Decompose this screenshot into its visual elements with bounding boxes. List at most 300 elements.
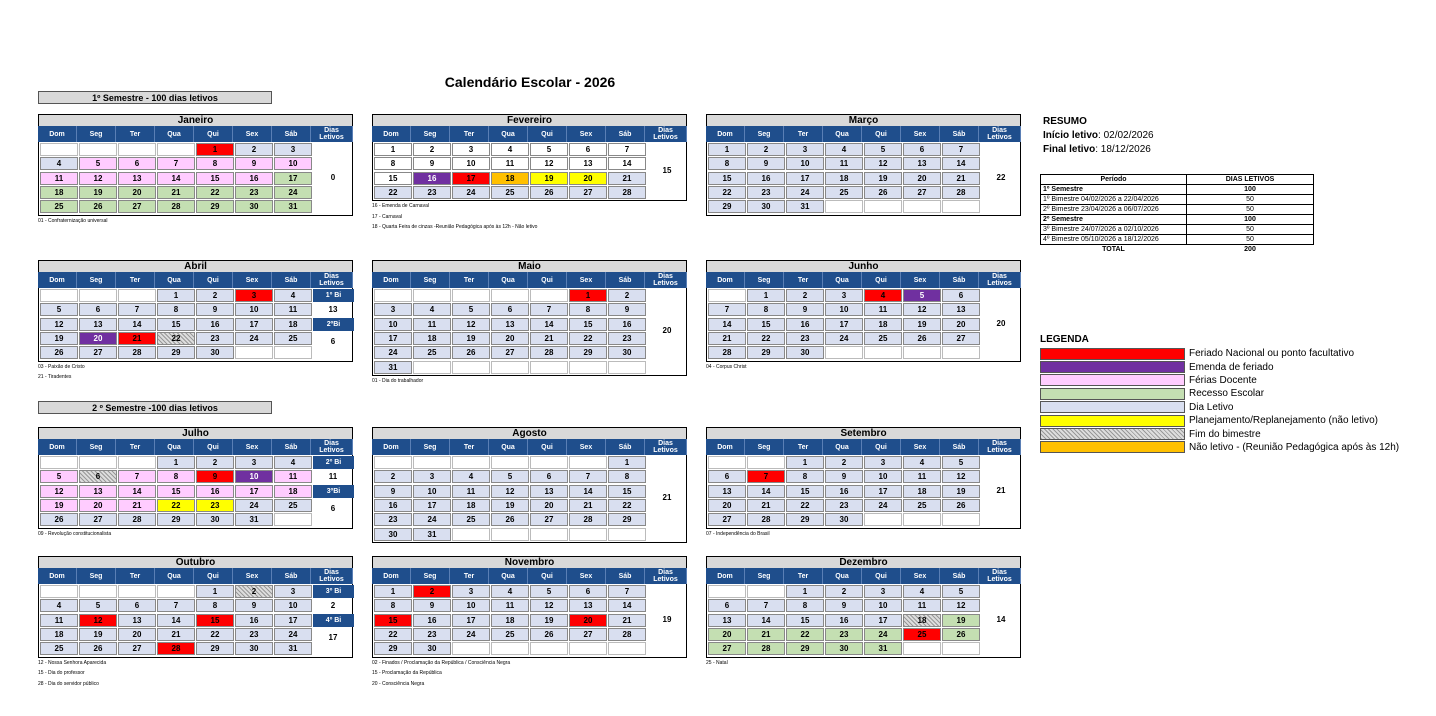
weekday-3: Qua: [155, 568, 194, 584]
day-cell: 5: [530, 143, 568, 156]
dias-letivos-header: Dias Letivos: [645, 568, 687, 584]
day-cell: 3: [452, 143, 490, 156]
weekday-5: Sex: [567, 272, 606, 288]
legend-swatch-naoletivo: [1040, 441, 1185, 453]
day-cell: 26: [903, 332, 941, 345]
day-cell: 15: [196, 172, 234, 185]
dias-letivos-value: 6: [330, 503, 336, 513]
day-cell: 24: [825, 332, 863, 345]
day-cell: 28: [157, 200, 195, 213]
day-cell: 11: [40, 172, 78, 185]
day-cell: 8: [569, 303, 607, 316]
day-cell: 27: [491, 346, 529, 359]
day-cell: 6: [79, 303, 117, 316]
day-cell: 13: [79, 485, 117, 498]
day-cell: 1: [157, 456, 195, 469]
semester-1-label: 1º Semestre - 100 dias letivos: [38, 91, 272, 104]
day-cell: 23: [825, 628, 863, 641]
weekday-0: Dom: [372, 272, 411, 288]
day-cell: 21: [530, 332, 568, 345]
day-cell: 29: [196, 642, 234, 655]
weekday-2: Ter: [450, 126, 489, 142]
day-cell: 15: [786, 485, 824, 498]
day-cell: 16: [413, 614, 451, 627]
day-cell: 14: [118, 318, 156, 331]
weekday-5: Sex: [901, 272, 940, 288]
day-cell: 13: [569, 157, 607, 170]
day-cell: 27: [569, 628, 607, 641]
resumo-periodo: 4º Bimestre 05/10/2026 a 18/12/2026: [1041, 235, 1187, 245]
empty-day: [608, 528, 646, 541]
day-cell: 30: [608, 346, 646, 359]
month-grid: [372, 288, 687, 376]
day-cell: 25: [903, 499, 941, 512]
weekday-4: Qui: [528, 126, 567, 142]
dias-letivos-value: 0: [330, 172, 336, 182]
day-cell: 25: [40, 642, 78, 655]
day-cell: 22: [747, 332, 785, 345]
resumo-periodo: 2º Bimestre 23/04/2026 a 06/07/2026: [1041, 205, 1187, 215]
empty-day: [530, 528, 568, 541]
weekday-6: Sáb: [940, 568, 979, 584]
month-name: Novembro: [372, 556, 687, 568]
day-cell: 7: [118, 470, 156, 483]
legend-label: Planejamento/Replanejamento (não letivo): [1189, 415, 1379, 427]
legend-swatch-recesso: [1040, 388, 1185, 400]
weekday-1: Seg: [745, 568, 784, 584]
day-cell: 15: [608, 485, 646, 498]
empty-day: [157, 143, 195, 156]
bimestre-badge: 3ºBi: [313, 485, 354, 498]
weekday-3: Qua: [823, 272, 862, 288]
day-cell: 11: [274, 470, 312, 483]
day-cell: 25: [274, 499, 312, 512]
weekday-1: Seg: [745, 272, 784, 288]
day-cell: 1: [786, 585, 824, 598]
weekday-4: Qui: [194, 568, 233, 584]
day-cell: 10: [413, 485, 451, 498]
day-cell: 26: [530, 186, 568, 199]
day-cell: 4: [903, 585, 941, 598]
day-cell: 19: [903, 318, 941, 331]
day-cell: 28: [942, 186, 980, 199]
day-cell: 20: [569, 172, 607, 185]
day-cell: 10: [274, 157, 312, 170]
weekday-3: Qua: [823, 568, 862, 584]
day-cell: 11: [903, 470, 941, 483]
day-cell: 19: [79, 628, 117, 641]
day-cell: 14: [157, 614, 195, 627]
day-cell: 6: [903, 143, 941, 156]
day-cell: 17: [452, 614, 490, 627]
day-cell: 3: [452, 585, 490, 598]
day-cell: 5: [903, 289, 941, 302]
day-cell: 12: [40, 485, 78, 498]
day-cell: 26: [942, 499, 980, 512]
holiday-note: 01 - Dia do trabalhador: [372, 377, 424, 384]
weekday-header: [706, 126, 1021, 142]
weekday-3: Qua: [489, 439, 528, 455]
day-cell: 7: [608, 585, 646, 598]
empty-day: [569, 642, 607, 655]
resumo-dias: 200: [1244, 246, 1256, 253]
day-cell: 11: [452, 485, 490, 498]
empty-day: [157, 585, 195, 598]
resumo-row: [1041, 205, 1314, 215]
day-cell: 8: [157, 303, 195, 316]
day-cell: 22: [196, 186, 234, 199]
holiday-note: 15 - Proclamação da República: [372, 670, 442, 676]
day-cell: 13: [530, 485, 568, 498]
weekday-3: Qua: [489, 272, 528, 288]
day-cell: 4: [903, 456, 941, 469]
day-cell: 5: [942, 456, 980, 469]
dias-letivos-header: Dias Letivos: [311, 126, 353, 142]
dias-letivos-value: 14: [996, 614, 1006, 624]
resumo-dias: 100: [1187, 215, 1314, 225]
day-cell: 22: [569, 332, 607, 345]
empty-day: [452, 642, 490, 655]
resumo: [1043, 116, 1154, 155]
final-label: Final letivo: [1043, 144, 1096, 155]
empty-day: [374, 289, 412, 302]
day-cell: 14: [157, 172, 195, 185]
empty-day: [530, 289, 568, 302]
day-cell: 22: [786, 628, 824, 641]
day-cell: 28: [157, 642, 195, 655]
day-cell: 21: [118, 332, 156, 345]
day-cell: 6: [942, 289, 980, 302]
col-periodo: Período: [1041, 175, 1187, 185]
day-cell: 16: [786, 318, 824, 331]
empty-day: [413, 289, 451, 302]
weekday-5: Sex: [567, 126, 606, 142]
empty-day: [452, 456, 490, 469]
day-cell: 13: [491, 318, 529, 331]
day-cell: 10: [452, 157, 490, 170]
day-cell: 29: [569, 346, 607, 359]
weekday-1: Seg: [77, 126, 116, 142]
day-cell: 15: [196, 614, 234, 627]
weekday-4: Qui: [194, 272, 233, 288]
day-cell: 11: [40, 614, 78, 627]
empty-day: [530, 642, 568, 655]
day-cell: 1: [747, 289, 785, 302]
day-cell: 13: [118, 614, 156, 627]
day-cell: 5: [942, 585, 980, 598]
semester-2-label: 2 º Semestre -100 dias letivos: [38, 401, 272, 414]
inicio-value: : 02/02/2026: [1098, 130, 1154, 141]
day-cell: 25: [40, 200, 78, 213]
month-abril: [38, 260, 353, 380]
weekday-0: Dom: [372, 126, 411, 142]
day-cell: 3: [235, 456, 273, 469]
bimestre-badge: 3º Bi: [313, 585, 354, 598]
day-cell: 3: [864, 585, 902, 598]
day-cell: 17: [864, 485, 902, 498]
weekday-1: Seg: [77, 272, 116, 288]
dias-letivos-value: 21: [662, 492, 672, 502]
day-cell: 11: [491, 599, 529, 612]
empty-day: [491, 642, 529, 655]
resumo-periodo: 3º Bimestre 24/07/2026 a 02/10/2026: [1041, 225, 1187, 235]
legend-swatch-plan: [1040, 415, 1185, 427]
day-cell: 22: [608, 499, 646, 512]
weekday-4: Qui: [194, 126, 233, 142]
month-grid: [706, 288, 1021, 362]
dias-letivos-header: Dias Letivos: [979, 439, 1021, 455]
empty-day: [864, 200, 902, 213]
dias-letivos-header: Dias Letivos: [311, 568, 353, 584]
day-cell: 19: [530, 614, 568, 627]
weekday-header: [38, 272, 353, 288]
bimestre-badge: 2ºBi: [313, 318, 354, 331]
weekday-6: Sáb: [272, 126, 311, 142]
day-cell: 17: [452, 172, 490, 185]
day-cell: 6: [118, 157, 156, 170]
weekday-4: Qui: [194, 439, 233, 455]
weekday-5: Sex: [233, 272, 272, 288]
day-cell: 14: [747, 485, 785, 498]
day-cell: 19: [40, 332, 78, 345]
weekday-5: Sex: [233, 568, 272, 584]
day-cell: 3: [274, 585, 312, 598]
legend-swatch-ferias: [1040, 374, 1185, 386]
day-cell: 15: [374, 614, 412, 627]
day-cell: 2: [825, 585, 863, 598]
day-cell: 12: [942, 470, 980, 483]
day-cell: 22: [708, 186, 746, 199]
day-cell: 22: [786, 499, 824, 512]
holiday-note: 21 - Tiradentes: [38, 374, 72, 380]
resumo-dias: 50: [1187, 235, 1314, 245]
day-cell: 12: [530, 599, 568, 612]
day-cell: 20: [708, 628, 746, 641]
day-cell: 9: [196, 470, 234, 483]
day-cell: 5: [40, 303, 78, 316]
day-cell: 20: [79, 499, 117, 512]
day-cell: 26: [942, 628, 980, 641]
weekday-5: Sex: [901, 126, 940, 142]
day-cell: 29: [708, 200, 746, 213]
dias-letivos-value: 15: [662, 165, 672, 175]
holiday-note: 16 - Emenda de Carnaval: [372, 203, 429, 210]
holiday-note: 12 - Nossa Senhora Aparecida: [38, 659, 107, 666]
day-cell: 1: [196, 143, 234, 156]
day-cell: 16: [196, 318, 234, 331]
day-cell: 11: [413, 318, 451, 331]
weekday-0: Dom: [706, 126, 745, 142]
day-cell: 8: [196, 157, 234, 170]
day-cell: 27: [903, 186, 941, 199]
day-cell: 17: [786, 172, 824, 185]
weekday-1: Seg: [411, 439, 450, 455]
day-cell: 17: [274, 172, 312, 185]
day-cell: 17: [274, 614, 312, 627]
day-cell: 15: [747, 318, 785, 331]
empty-day: [608, 361, 646, 374]
day-cell: 26: [40, 513, 78, 526]
weekday-6: Sáb: [606, 272, 645, 288]
dias-letivos-header: Dias Letivos: [979, 126, 1021, 142]
day-cell: 18: [491, 172, 529, 185]
month-grid: [372, 455, 687, 543]
day-cell: 23: [825, 499, 863, 512]
day-cell: 6: [118, 599, 156, 612]
weekday-2: Ter: [784, 126, 823, 142]
day-cell: 16: [413, 172, 451, 185]
day-cell: 4: [491, 585, 529, 598]
legend: [1040, 334, 1399, 454]
dias-letivos-value: 20: [996, 318, 1006, 328]
day-cell: 31: [864, 642, 902, 655]
day-cell: 5: [452, 303, 490, 316]
day-cell: 28: [608, 186, 646, 199]
legend-label: Emenda de feriado: [1189, 361, 1274, 373]
day-cell: 16: [608, 318, 646, 331]
empty-day: [40, 456, 78, 469]
empty-day: [491, 289, 529, 302]
day-cell: 2: [196, 289, 234, 302]
day-cell: 9: [374, 485, 412, 498]
day-cell: 16: [196, 485, 234, 498]
weekday-6: Sáb: [272, 568, 311, 584]
day-cell: 14: [608, 157, 646, 170]
day-cell: 7: [569, 470, 607, 483]
dias-letivos-header: Dias Letivos: [979, 272, 1021, 288]
day-cell: 16: [825, 614, 863, 627]
day-cell: 27: [569, 186, 607, 199]
month-name: Junho: [706, 260, 1021, 272]
day-cell: 21: [747, 628, 785, 641]
legend-row: [1040, 427, 1399, 440]
weekday-3: Qua: [155, 272, 194, 288]
empty-day: [903, 513, 941, 526]
day-cell: 12: [79, 614, 117, 627]
day-cell: 27: [79, 513, 117, 526]
day-cell: 12: [942, 599, 980, 612]
legend-title: LEGENDA: [1040, 334, 1089, 345]
day-cell: 27: [942, 332, 980, 345]
month-grid: [372, 142, 687, 201]
weekday-5: Sex: [901, 568, 940, 584]
dias-letivos-header: Dias Letivos: [645, 439, 687, 455]
day-cell: 25: [274, 332, 312, 345]
day-cell: 9: [413, 157, 451, 170]
day-cell: 7: [942, 143, 980, 156]
weekday-header: [372, 439, 687, 455]
day-cell: 5: [79, 599, 117, 612]
day-cell: 24: [274, 628, 312, 641]
empty-day: [747, 456, 785, 469]
weekday-2: Ter: [450, 568, 489, 584]
empty-day: [413, 361, 451, 374]
day-cell: 4: [491, 143, 529, 156]
row-day-count: 2: [330, 601, 336, 611]
day-cell: 24: [864, 628, 902, 641]
day-cell: 1: [374, 585, 412, 598]
dias-letivos-value: 21: [996, 485, 1006, 495]
weekday-6: Sáb: [940, 439, 979, 455]
day-cell: 29: [786, 642, 824, 655]
holiday-note: 03 - Paixão de Cristo: [38, 363, 85, 370]
empty-day: [608, 642, 646, 655]
resumo-table: [1040, 174, 1314, 254]
day-cell: 30: [374, 528, 412, 541]
day-cell: 24: [235, 499, 273, 512]
day-cell: 3: [374, 303, 412, 316]
weekday-5: Sex: [901, 439, 940, 455]
empty-day: [491, 361, 529, 374]
day-cell: 24: [452, 628, 490, 641]
weekday-header: [38, 439, 353, 455]
day-cell: 31: [235, 513, 273, 526]
weekday-2: Ter: [450, 272, 489, 288]
month-grid: [706, 455, 1021, 529]
day-cell: 1: [196, 585, 234, 598]
day-cell: 18: [413, 332, 451, 345]
weekday-6: Sáb: [606, 439, 645, 455]
day-cell: 13: [79, 318, 117, 331]
day-cell: 12: [491, 485, 529, 498]
day-cell: 19: [530, 172, 568, 185]
day-cell: 7: [608, 143, 646, 156]
day-cell: 1: [786, 456, 824, 469]
day-cell: 13: [903, 157, 941, 170]
day-cell: 8: [196, 599, 234, 612]
day-cell: 22: [196, 628, 234, 641]
month-grid: [38, 584, 353, 658]
weekday-2: Ter: [116, 126, 155, 142]
empty-day: [708, 289, 746, 302]
empty-day: [79, 456, 117, 469]
day-cell: 18: [491, 614, 529, 627]
day-cell: 29: [157, 346, 195, 359]
day-cell: 24: [413, 513, 451, 526]
day-cell: 17: [864, 614, 902, 627]
month-name: Maio: [372, 260, 687, 272]
day-cell: 16: [235, 614, 273, 627]
day-cell: 28: [118, 346, 156, 359]
month-fevereiro: [372, 114, 687, 231]
day-cell: 1: [374, 143, 412, 156]
day-cell: 19: [40, 499, 78, 512]
weekday-3: Qua: [155, 439, 194, 455]
weekday-0: Dom: [706, 272, 745, 288]
month-dezembro: [706, 556, 1021, 666]
day-cell: 5: [79, 157, 117, 170]
day-cell: 19: [942, 485, 980, 498]
empty-day: [864, 513, 902, 526]
day-cell: 7: [157, 599, 195, 612]
legend-label: Dia Letivo: [1189, 401, 1234, 413]
empty-day: [942, 200, 980, 213]
day-cell: 9: [235, 599, 273, 612]
day-cell: 20: [569, 614, 607, 627]
day-cell: 23: [413, 186, 451, 199]
day-cell: 18: [452, 499, 490, 512]
day-cell: 3: [413, 470, 451, 483]
resumo-row: [1041, 245, 1314, 255]
day-cell: 25: [864, 332, 902, 345]
day-cell: 8: [786, 599, 824, 612]
weekday-2: Ter: [116, 439, 155, 455]
weekday-0: Dom: [38, 439, 77, 455]
empty-day: [530, 456, 568, 469]
weekday-header: [706, 568, 1021, 584]
day-cell: 26: [40, 346, 78, 359]
day-cell: 2: [608, 289, 646, 302]
